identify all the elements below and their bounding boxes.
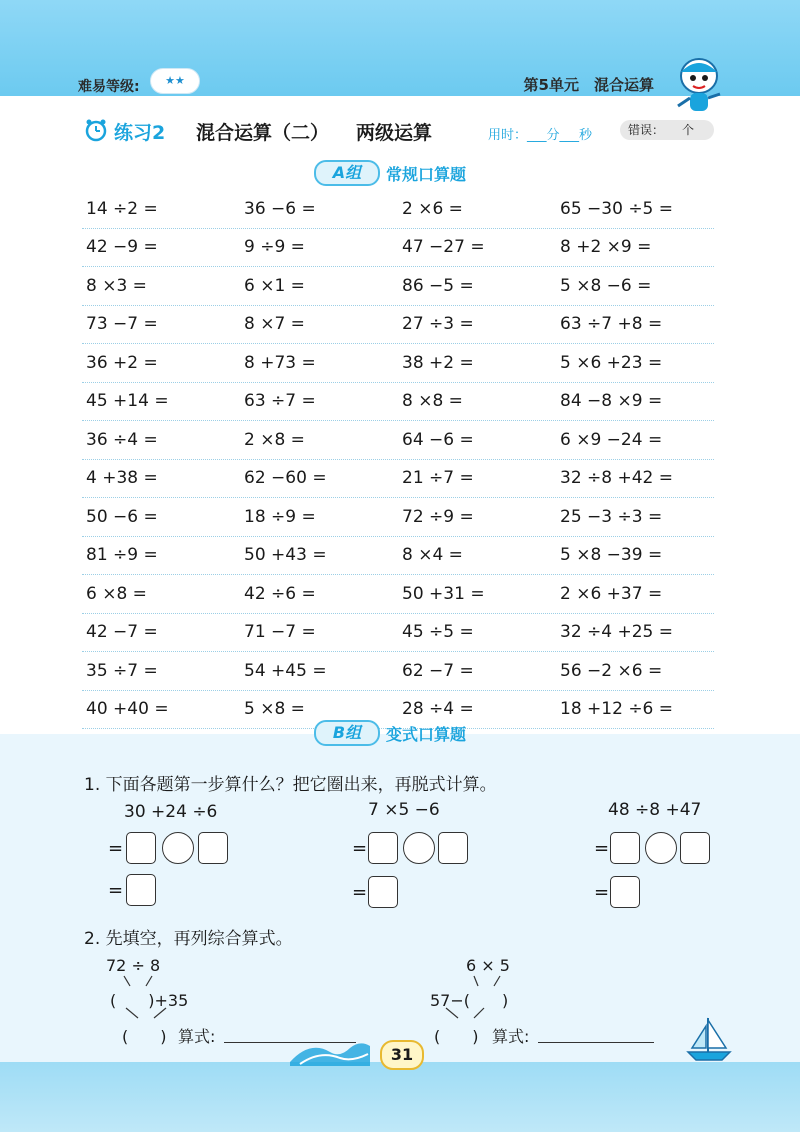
problem-cell[interactable]: 6 ×8 = [86,583,147,604]
page-title: 混合运算（二） [196,122,330,144]
page-subtitle: 两级运算 [356,122,433,144]
problem-row [82,421,714,460]
problem-cell[interactable]: 5 ×8 −39 = [560,545,663,566]
problem-row [82,498,714,537]
tree-2-top: 6 × 5 [466,956,510,975]
problem-cell[interactable]: 64 −6 = [402,429,474,450]
problem-cell[interactable]: 54 +45 = [244,660,327,681]
tree-1-top: 72 ÷ 8 [106,956,161,975]
group-b-badge: B组 [314,720,380,746]
problem-cell[interactable]: 47 −27 = [402,237,485,258]
problem-cell[interactable]: 42 −9 = [86,237,158,258]
q1-expression-3: 48 ÷8 +47 [608,800,702,820]
q1-expression-1: 30 +24 ÷6 [124,802,218,822]
problem-cell[interactable]: 6 ×1 = [244,275,305,296]
problem-row [82,267,714,306]
group-a-problem-grid [82,190,714,729]
question-1-title: 1. 下面各题第一步算什么？把它圈出来，再脱式计算。 [84,775,497,795]
practice-number: 练习2 [114,122,166,144]
problem-row [82,344,714,383]
problem-cell[interactable]: 21 ÷7 = [402,468,474,489]
mascot-icon [668,50,730,120]
answer-box[interactable] [126,874,156,906]
answer-box[interactable] [680,832,710,864]
problem-cell[interactable]: 56 −2 ×6 = [560,660,663,681]
problem-cell[interactable]: 72 ÷9 = [402,506,474,527]
wave-icon [290,1036,370,1066]
difficulty-label: 难易等级: [78,79,140,95]
problem-cell[interactable]: 28 ÷4 = [402,699,474,720]
problem-cell[interactable]: 5 ×6 +23 = [560,352,663,373]
error-count-field[interactable]: 错误： 个 [620,120,714,140]
problem-cell[interactable]: 45 ÷5 = [402,622,474,643]
problem-cell[interactable]: 5 ×8 = [244,699,305,720]
problem-cell[interactable]: 45 +14 = [86,391,169,412]
answer-box[interactable] [610,832,640,864]
problem-cell[interactable]: 71 −7 = [244,622,316,643]
problem-cell[interactable]: 36 +2 = [86,352,158,373]
problem-cell[interactable]: 35 ÷7 = [86,660,158,681]
problem-cell[interactable]: 32 ÷8 +42 = [560,468,674,489]
operator-circle[interactable] [403,832,435,864]
answer-box[interactable] [126,832,156,864]
tree-2-result[interactable]: ( ) [434,1027,479,1046]
problem-cell[interactable]: 50 +31 = [402,583,485,604]
tree-1-result[interactable]: ( ) [122,1027,167,1046]
equals-sign: = [108,838,124,859]
q1-expression-2: 7 ×5 −6 [368,800,440,820]
problem-cell[interactable]: 27 ÷3 = [402,314,474,335]
equals-sign: = [352,838,368,859]
problem-cell[interactable]: 18 +12 ÷6 = [560,699,674,720]
problem-cell[interactable]: 81 ÷9 = [86,545,158,566]
problem-row [82,383,714,422]
operator-circle[interactable] [645,832,677,864]
answer-box[interactable] [368,832,398,864]
problem-cell[interactable]: 18 ÷9 = [244,506,316,527]
equals-sign: = [352,882,368,903]
unit-title: 第5单元 混合运算 [523,76,654,94]
question-2-title: 2. 先填空，再列综合算式。 [84,929,293,949]
problem-cell[interactable]: 63 ÷7 +8 = [560,314,663,335]
alarm-clock-icon [84,118,108,142]
tree-2-formula-label: 算式: [492,1027,530,1046]
problem-row [82,306,714,345]
problem-cell[interactable]: 42 −7 = [86,622,158,643]
problem-cell[interactable]: 84 −8 ×9 = [560,391,663,412]
problem-cell[interactable]: 2 ×8 = [244,429,305,450]
tree-2-formula-blank[interactable] [538,1042,654,1043]
problem-cell[interactable]: 5 ×8 −6 = [560,275,652,296]
problem-cell[interactable]: 86 −5 = [402,275,474,296]
answer-box[interactable] [368,876,398,908]
problem-cell[interactable]: 4 +38 = [86,468,158,489]
problem-row [82,190,714,229]
problem-cell[interactable]: 32 ÷4 +25 = [560,622,674,643]
tree-2-middle[interactable]: 57−( ) [430,991,509,1010]
problem-cell[interactable]: 8 ×4 = [402,545,463,566]
problem-cell[interactable]: 73 −7 = [86,314,158,335]
answer-box[interactable] [198,832,228,864]
problem-row [82,229,714,268]
problem-cell[interactable]: 62 −7 = [402,660,474,681]
problem-cell[interactable]: 50 +43 = [244,545,327,566]
problem-cell[interactable]: 36 −6 = [244,198,316,219]
problem-cell[interactable]: 6 ×9 −24 = [560,429,663,450]
equals-sign: = [108,880,124,901]
problem-cell[interactable]: 63 ÷7 = [244,391,316,412]
problem-cell[interactable]: 8 ×3 = [86,275,147,296]
operator-circle[interactable] [162,832,194,864]
problem-row [82,460,714,499]
problem-cell[interactable]: 65 −30 ÷5 = [560,198,674,219]
difficulty-cloud-icon: ★★ [150,68,200,94]
group-a-label: 常规口算题 [386,165,467,184]
group-a-badge: A组 [314,160,380,186]
problem-cell[interactable]: 8 +73 = [244,352,316,373]
problem-cell[interactable]: 8 +2 ×9 = [560,237,652,258]
problem-cell[interactable]: 8 ×7 = [244,314,305,335]
tree-1-middle[interactable]: ( )+35 [110,991,189,1010]
problem-cell[interactable]: 2 ×6 +37 = [560,583,663,604]
problem-row [82,537,714,576]
answer-box[interactable] [438,832,468,864]
answer-box[interactable] [610,876,640,908]
footer-band [0,1062,800,1132]
group-b-label: 变式口算题 [386,725,467,744]
problem-cell[interactable]: 40 +40 = [86,699,169,720]
problem-row [82,614,714,653]
problem-cell[interactable]: 25 −3 ÷3 = [560,506,663,527]
problem-cell[interactable]: 38 +2 = [402,352,474,373]
problem-cell[interactable]: 50 −6 = [86,506,158,527]
problem-cell[interactable]: 42 ÷6 = [244,583,316,604]
problem-cell[interactable]: 9 ÷9 = [244,237,305,258]
page-number: 31 [380,1040,424,1070]
sailboat-icon [684,1014,734,1064]
problem-cell[interactable]: 62 −60 = [244,468,327,489]
tree-1-formula-label: 算式: [178,1027,216,1046]
problem-cell[interactable]: 2 ×6 = [402,198,463,219]
problem-row [82,652,714,691]
problem-row [82,575,714,614]
problem-cell[interactable]: 14 ÷2 = [86,198,158,219]
equals-sign: = [594,882,610,903]
exercise-title-row [84,114,724,146]
time-used-field[interactable]: 用时：___分___秒 [488,128,593,143]
equals-sign: = [594,838,610,859]
problem-cell[interactable]: 8 ×8 = [402,391,463,412]
problem-cell[interactable]: 36 ÷4 = [86,429,158,450]
